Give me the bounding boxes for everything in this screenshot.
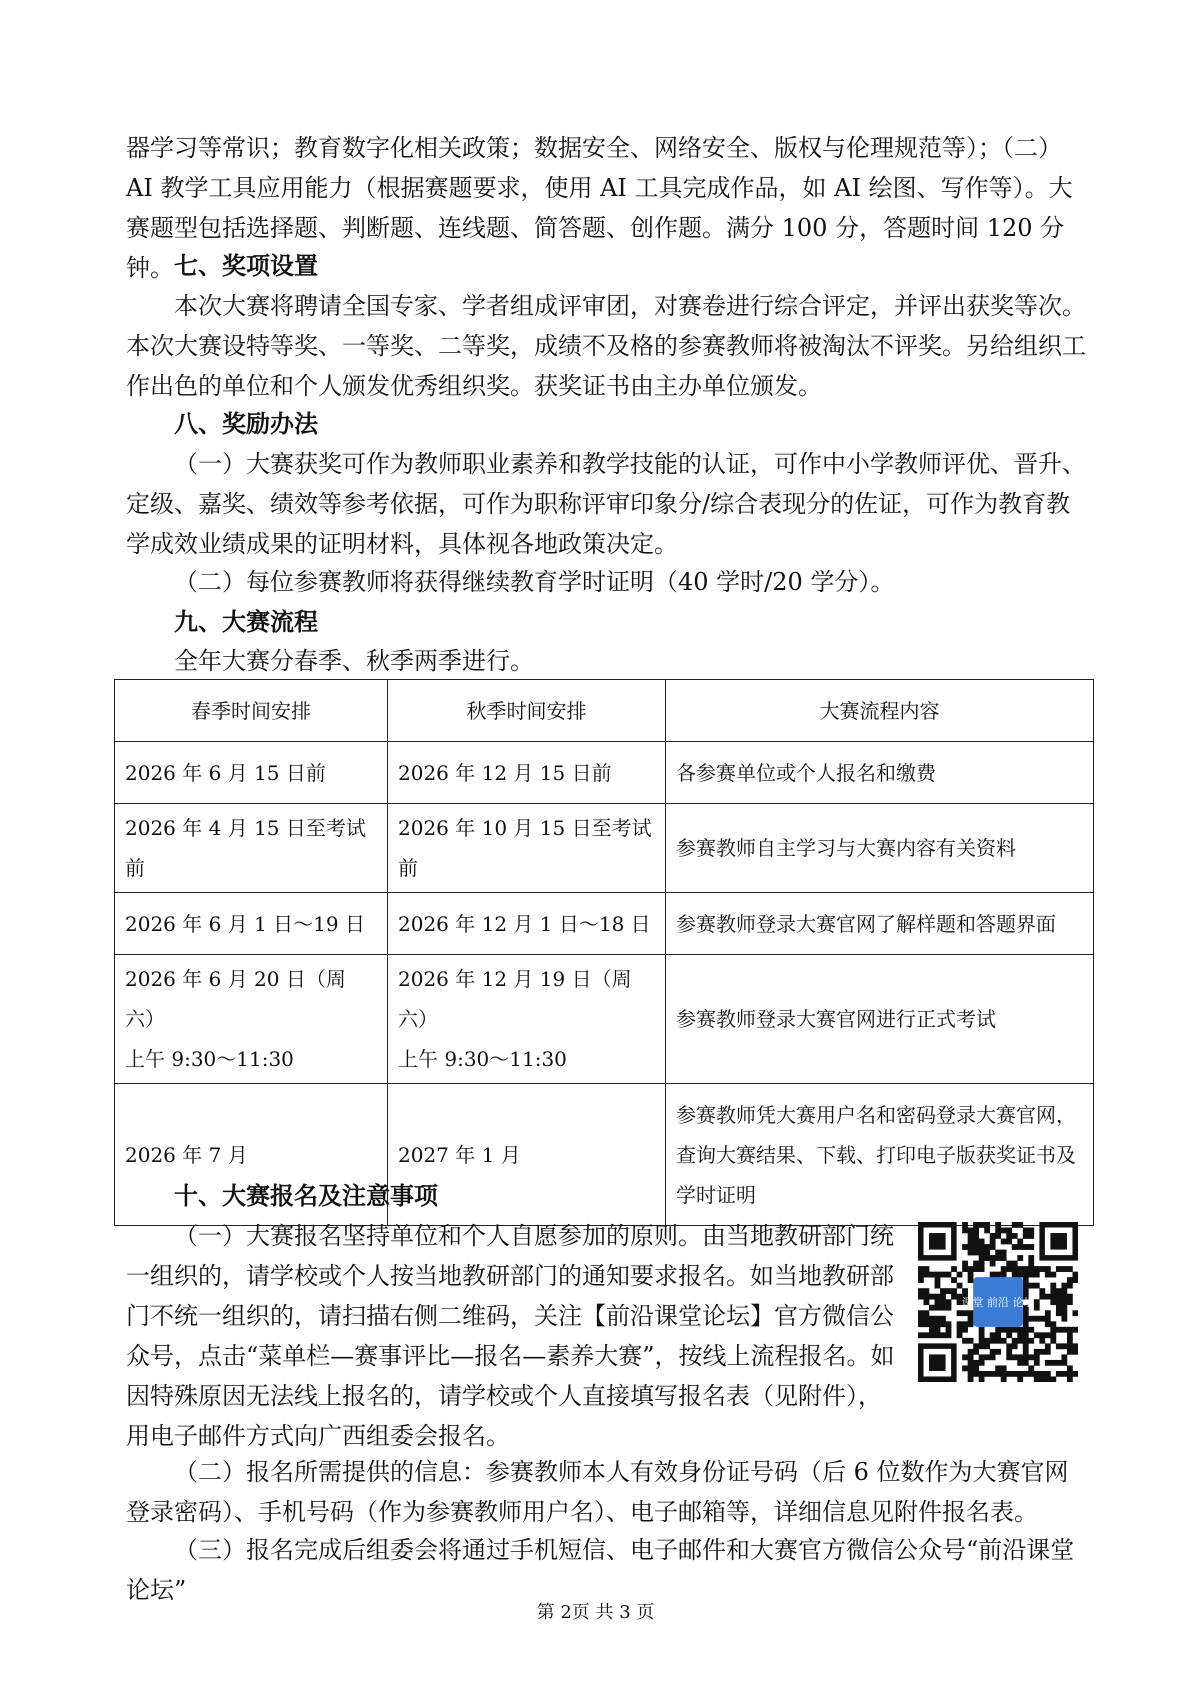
paragraph-registration-1: （一）大赛报名坚持单位和个人自愿参加的原则。由当地教研部门统一组织的，请学校或个人按当地教研部门的通知要求报名。如当地教研部门不统一组织的，请扫描右侧二维码，关注【前沿课堂论坛】官方微信公众号，点击“菜单栏—赛事评比—报名—素养大赛”，按线上流程报名。如因特殊原因无法线上报名的，请学校或个人直接填写报名表（见附件），用电子邮件方式向广西组委会报名。: [126, 1222, 895, 1450]
paragraph-process: 全年大赛分春季、秋季两季进行。: [174, 647, 534, 675]
table-header: 春季时间安排: [115, 680, 388, 742]
table-cell: 2026 年 6 月 15 日前: [115, 742, 388, 804]
table-cell: 2026 年 12 月 15 日前: [388, 742, 666, 804]
table-cell: 参赛教师登录大赛官网了解样题和答题界面: [666, 893, 1094, 955]
paragraph-awards: 本次大赛将聘请全国专家、学者组成评审团，对赛卷进行综合评定，并评出获奖等次。本次大赛设特等奖、一等奖、二等奖，成绩不及格的参赛教师将被淘汰不评奖。另给组织工作出色的单位和个人颁发优秀组织奖。获奖证书由主办单位颁发。: [126, 292, 1086, 400]
table-header: 秋季时间安排: [388, 680, 666, 742]
table-row: [115, 955, 1094, 1084]
page-footer: 第 2页 共 3 页: [536, 1602, 655, 1623]
paragraph-exam-content: 器学习等常识；教育数字化相关政策；数据安全、网络安全、版权与伦理规范等）；（二）AI 教学工具应用能力（根据赛题要求，使用 AI 工具完成作品，如 AI 绘图、写作等）。大赛题型包括选择题、判断题、连线题、简答题、创作题。满分 100 分，答题时间 120 分钟。: [126, 134, 1073, 282]
table-cell: 参赛教师登录大赛官网进行正式考试: [666, 955, 1094, 1084]
table-cell: 2026 年 12 月 1 日～18 日: [388, 893, 666, 955]
heading-awards: 七、奖项设置: [174, 252, 318, 280]
schedule-table: [114, 679, 1094, 1226]
heading-rewards: 八、奖励办法: [174, 410, 318, 438]
table-cell: 各参赛单位或个人报名和缴费: [666, 742, 1094, 804]
table-cell: 2026 年 7 月: [115, 1084, 388, 1226]
table-cell: 参赛教师凭大赛用户名和密码登录大赛官网，查询大赛结果、下载、打印电子版获奖证书及学时证明: [666, 1084, 1094, 1226]
paragraph-registration-2: （二）报名所需提供的信息：参赛教师本人有效身份证号码（后 6 位数作为大赛官网登录密码）、手机号码（作为参赛教师用户名）、电子邮箱等，详细信息见附件报名表。: [126, 1458, 1069, 1526]
table-header: 大赛流程内容: [666, 680, 1094, 742]
table-cell: 2026 年 10 月 15 日至考试前: [388, 804, 666, 893]
table-cell: 2026 年 4 月 15 日至考试前: [115, 804, 388, 893]
table-row: [115, 893, 1094, 955]
paragraph-rewards-1: （一）大赛获奖可作为教师职业素养和教学技能的认证，可作中小学教师评优、晋升、定级、嘉奖、绩效等参考依据，可作为职称评审印象分/综合表现分的佐证，可作为教育教学成效业绩成果的证明材料，具体视各地政策决定。: [126, 450, 1086, 558]
wechat-qr-code[interactable]: [918, 1222, 1078, 1382]
heading-registration: 十、大赛报名及注意事项: [174, 1182, 438, 1210]
table-row: [115, 742, 1094, 804]
table-header-row: [115, 680, 1094, 742]
table-cell: 2026 年 6 月 1 日～19 日: [115, 893, 388, 955]
paragraph-registration-3: （三）报名完成后组委会将通过手机短信、电子邮件和大赛官方微信公众号“前沿课堂论坛”: [126, 1536, 1075, 1604]
table-cell: 2026 年 12 月 19 日（周六） 上午 9:30～11:30: [388, 955, 666, 1084]
paragraph-rewards-2: （二）每位参赛教师将获得继续教育学时证明（40 学时/20 学分）。: [174, 568, 895, 596]
table-cell: 参赛教师自主学习与大赛内容有关资料: [666, 804, 1094, 893]
table-cell: 2026 年 6 月 20 日（周六） 上午 9:30～11:30: [115, 955, 388, 1084]
table-row: [115, 804, 1094, 893]
qr-logo-text: 课堂 前沿 论坛: [961, 1296, 1035, 1309]
table-cell: 2027 年 1 月: [388, 1084, 666, 1226]
qr-code-image: [918, 1222, 1078, 1382]
heading-process: 九、大赛流程: [174, 608, 318, 636]
